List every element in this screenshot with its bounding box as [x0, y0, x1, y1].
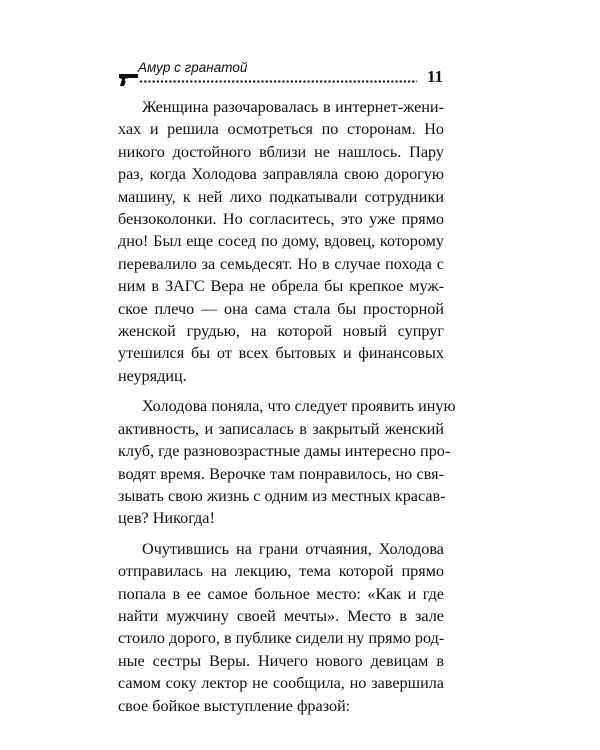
text-line: раз, когда Холодова заправляла свою дорогую — [118, 165, 444, 184]
text-line: никого достойного вблизи не нашлось. Пару — [118, 142, 444, 161]
pistol-icon — [118, 71, 140, 87]
text-line: Очутившись на грани отчаяния, Холодова — [142, 539, 444, 558]
running-head — [118, 60, 443, 88]
text-line: перевалило за семьдесят. Но в случае похода с — [118, 254, 444, 273]
text-line: бензоколонки. Но согласитесь, это уже прямо — [118, 210, 444, 229]
text-line: отправилась на лекцию, тема которой прямо — [118, 562, 444, 581]
text-line: водят время. Верочке там понравилось, но свя- — [118, 464, 444, 483]
text-line: ные сестры Веры. Ничего нового девицам в — [118, 651, 444, 670]
text-line: ним в ЗАГС Вера не обрела бы крепкое муж- — [118, 277, 444, 296]
text-line: дно! Был еще сосед по дому, вдовец, которому — [118, 232, 444, 251]
text-line: попала в ее самое больное место: «Как и где — [118, 584, 444, 603]
text-line: свое бойкое выступление фразой: — [118, 696, 351, 715]
text-line: цев? Никогда! — [118, 509, 215, 528]
text-line: самом соку лектор не сообщила, но завершила — [118, 674, 444, 693]
text-line: зывать свою жизнь с одним из местных красав- — [118, 486, 446, 505]
body-text — [118, 96, 456, 717]
text-line: утешился бы от всех бытовых и финансовых — [118, 344, 444, 363]
text-line: неурядиц. — [118, 366, 187, 385]
paragraph — [118, 395, 456, 529]
page-number: 11 — [426, 67, 443, 86]
text-line: стоило дорого, в публике сидели ну прямо род- — [118, 629, 445, 648]
text-line: найти мужчину своей мечты». Место в зале — [118, 606, 444, 625]
text-line: клуб, где разновозрастные дамы интересно про- — [118, 442, 451, 461]
paragraph — [118, 96, 444, 387]
text-line: Женщина разочаровалась в интернет-жени- — [142, 98, 444, 116]
series-title: Амур с гранатой — [138, 60, 248, 75]
text-line: Холодова поняла, что следует проявить иную — [142, 397, 456, 416]
text-line: активность, и записалась в закрытый женский — [118, 419, 444, 438]
text-line: ское плечо — она сама стала бы просторной — [118, 299, 444, 318]
text-line: хах и решила осмотреться по сторонам. Но — [118, 120, 444, 139]
text-line: женской грудью, на которой новый супруг — [118, 322, 444, 341]
text-line: машину, к ней лихо подкатывали сотрудники — [118, 187, 444, 206]
leader-dots — [139, 80, 417, 83]
paragraph — [118, 538, 444, 717]
